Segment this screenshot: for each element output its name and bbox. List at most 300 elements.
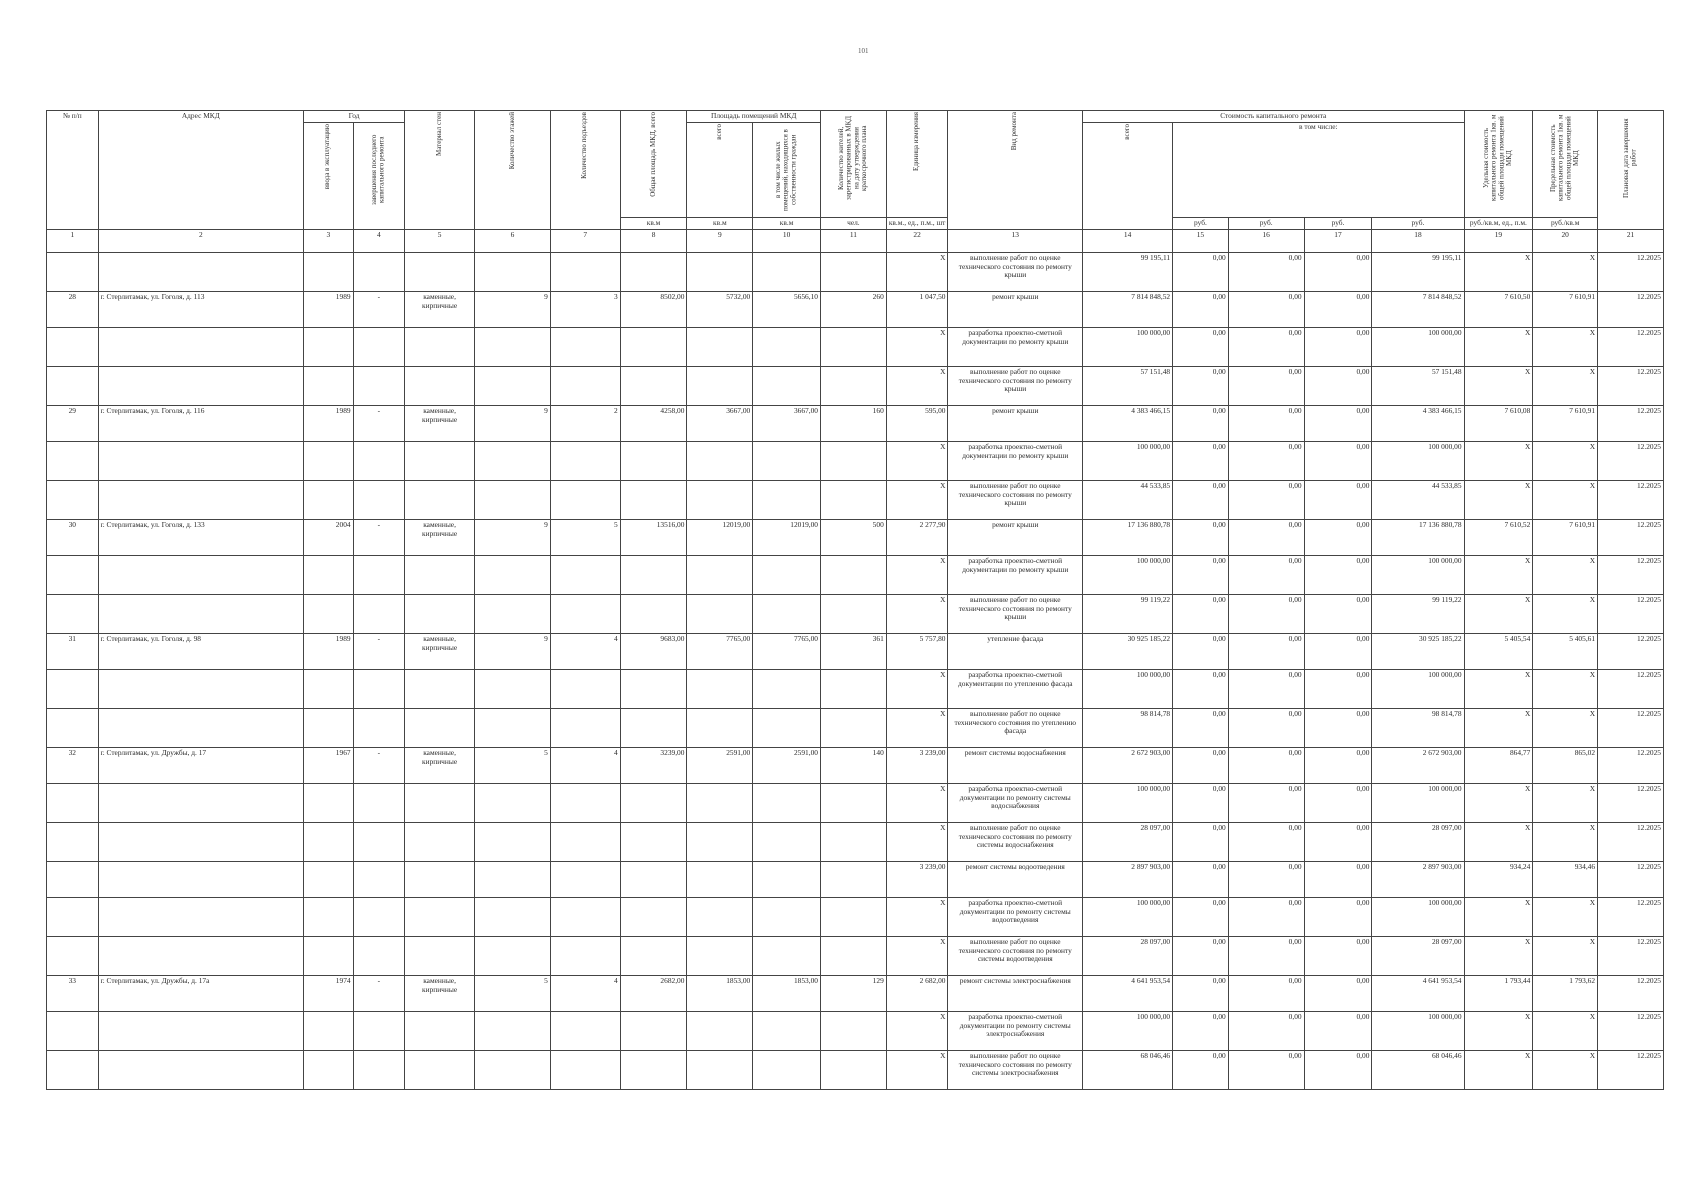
cell-cost: 17 136 880,78 <box>1083 520 1173 556</box>
cell-no <box>47 823 99 862</box>
cell-pp: 5656,10 <box>753 292 821 328</box>
cell-area <box>620 595 687 634</box>
cell-cost: 4 383 466,15 <box>1083 406 1173 442</box>
cell-rep: 0,00 <box>1228 595 1304 634</box>
cell-own: 100 000,00 <box>1372 670 1464 709</box>
cell-own: 4 641 953,54 <box>1372 976 1464 1012</box>
cell-dl: 12.2025 <box>1598 634 1664 670</box>
cell-fund: 0,00 <box>1173 862 1229 898</box>
cell-area: 4258,00 <box>620 406 687 442</box>
cell-res <box>821 367 887 406</box>
cell-dl: 12.2025 <box>1598 784 1664 823</box>
cell-res <box>821 328 887 367</box>
cell-unit: 595,00 <box>886 406 948 442</box>
header-year-built: ввода в эксплуатацию <box>304 123 354 230</box>
cell-work: разработка проектно-сметной документации по утеплению фасада <box>948 670 1083 709</box>
cell-unit: X <box>886 937 948 976</box>
table-row <box>47 1051 1664 1090</box>
cell-yb <box>304 595 354 634</box>
cell-cost: 28 097,00 <box>1083 937 1173 976</box>
cell-yb <box>304 862 354 898</box>
cell-yb <box>304 253 354 292</box>
cell-yr <box>353 556 405 595</box>
unit-premises-private: кв.м <box>753 218 821 230</box>
cell-own: 2 897 903,00 <box>1372 862 1464 898</box>
cell-rep: 0,00 <box>1228 253 1304 292</box>
cell-loc: 0,00 <box>1304 520 1372 556</box>
table-row <box>47 976 1664 1012</box>
cell-rep: 0,00 <box>1228 634 1304 670</box>
cell-yb: 1989 <box>304 634 354 670</box>
cell-fund: 0,00 <box>1173 253 1229 292</box>
cell-uc: X <box>1464 670 1533 709</box>
column-number: 6 <box>474 230 550 253</box>
cell-loc: 0,00 <box>1304 481 1372 520</box>
cell-rep: 0,00 <box>1228 862 1304 898</box>
cell-pt: 5732,00 <box>687 292 753 328</box>
cell-en <box>550 328 620 367</box>
table-row <box>47 709 1664 748</box>
cell-res: 129 <box>821 976 887 1012</box>
cell-pp <box>753 595 821 634</box>
cell-cost: 2 897 903,00 <box>1083 862 1173 898</box>
cell-loc: 0,00 <box>1304 442 1372 481</box>
cell-no <box>47 937 99 976</box>
table-row <box>47 253 1664 292</box>
cell-addr: г. Стерлитамак, ул. Гоголя, д. 98 <box>98 634 303 670</box>
cell-en <box>550 367 620 406</box>
header-unit: Единица измерения <box>886 111 948 218</box>
cell-loc: 0,00 <box>1304 328 1372 367</box>
header-premises-private: в том числе жилых помещений, находящихся в собственности граждан <box>753 123 821 218</box>
column-number: 10 <box>753 230 821 253</box>
cell-yr: - <box>353 520 405 556</box>
cell-pt <box>687 367 753 406</box>
cell-res: 140 <box>821 748 887 784</box>
cell-res <box>821 1051 887 1090</box>
cell-mc: X <box>1533 670 1598 709</box>
cell-unit: X <box>886 442 948 481</box>
cell-dl: 12.2025 <box>1598 748 1664 784</box>
cell-loc: 0,00 <box>1304 253 1372 292</box>
cell-dl: 12.2025 <box>1598 328 1664 367</box>
cell-mc: X <box>1533 823 1598 862</box>
cell-fund: 0,00 <box>1173 898 1229 937</box>
cell-mc: X <box>1533 709 1598 748</box>
column-number: 18 <box>1372 230 1464 253</box>
unit-premises-total: кв.м <box>687 218 753 230</box>
cell-en <box>550 862 620 898</box>
cell-yr <box>353 784 405 823</box>
cell-dl: 12.2025 <box>1598 1012 1664 1051</box>
unit-unit-cost: руб./кв.м, ед., п.м. <box>1464 218 1533 230</box>
column-number: 21 <box>1598 230 1664 253</box>
cell-work: разработка проектно-сметной документации по ремонту системы электроснабжения <box>948 1012 1083 1051</box>
cell-uc: X <box>1464 823 1533 862</box>
cell-loc: 0,00 <box>1304 634 1372 670</box>
cell-addr <box>98 1012 303 1051</box>
cell-fund: 0,00 <box>1173 784 1229 823</box>
cell-en: 4 <box>550 976 620 1012</box>
cell-fl <box>474 862 550 898</box>
cell-uc: X <box>1464 481 1533 520</box>
cell-pp <box>753 823 821 862</box>
cell-no <box>47 442 99 481</box>
cell-area <box>620 670 687 709</box>
cell-area <box>620 556 687 595</box>
column-number: 2 <box>98 230 303 253</box>
cell-cost: 4 641 953,54 <box>1083 976 1173 1012</box>
table-row <box>47 328 1664 367</box>
cell-area: 2682,00 <box>620 976 687 1012</box>
unit-republic: руб. <box>1228 218 1304 230</box>
cell-work: ремонт системы водоотведения <box>948 862 1083 898</box>
cell-uc: 864,77 <box>1464 748 1533 784</box>
cell-yb <box>304 481 354 520</box>
cell-wall <box>405 481 475 520</box>
cell-fund: 0,00 <box>1173 520 1229 556</box>
cell-uc: X <box>1464 898 1533 937</box>
cell-unit: X <box>886 595 948 634</box>
cell-cost: 100 000,00 <box>1083 1012 1173 1051</box>
cell-fl: 9 <box>474 292 550 328</box>
cell-work: ремонт системы электроснабжения <box>948 976 1083 1012</box>
table-row <box>47 748 1664 784</box>
cell-addr <box>98 784 303 823</box>
cell-unit: X <box>886 784 948 823</box>
page-number: 101 <box>858 47 869 55</box>
cell-uc: 934,24 <box>1464 862 1533 898</box>
cell-yb <box>304 328 354 367</box>
cell-fund: 0,00 <box>1173 748 1229 784</box>
cell-fund: 0,00 <box>1173 1051 1229 1090</box>
column-number: 14 <box>1083 230 1173 253</box>
cell-no <box>47 784 99 823</box>
cell-yb <box>304 823 354 862</box>
cell-res <box>821 1012 887 1051</box>
cell-res <box>821 595 887 634</box>
cell-yr <box>353 898 405 937</box>
cell-pt: 2591,00 <box>687 748 753 784</box>
column-number: 15 <box>1173 230 1229 253</box>
cell-wall <box>405 823 475 862</box>
cell-uc: X <box>1464 784 1533 823</box>
cell-dl: 12.2025 <box>1598 481 1664 520</box>
cell-fl <box>474 481 550 520</box>
cell-pp <box>753 709 821 748</box>
cell-cost: 44 533,85 <box>1083 481 1173 520</box>
cell-pt: 3667,00 <box>687 406 753 442</box>
cell-fl: 5 <box>474 748 550 784</box>
cell-wall <box>405 670 475 709</box>
cell-loc: 0,00 <box>1304 670 1372 709</box>
cell-yb <box>304 1012 354 1051</box>
cell-res <box>821 937 887 976</box>
cell-dl: 12.2025 <box>1598 367 1664 406</box>
cell-own: 99 119,22 <box>1372 595 1464 634</box>
cell-unit: X <box>886 898 948 937</box>
cell-no <box>47 328 99 367</box>
cell-dl: 12.2025 <box>1598 406 1664 442</box>
cell-en: 3 <box>550 292 620 328</box>
table-row <box>47 292 1664 328</box>
cell-fl: 5 <box>474 976 550 1012</box>
cell-loc: 0,00 <box>1304 1051 1372 1090</box>
cell-mc: 865,02 <box>1533 748 1598 784</box>
cell-fund: 0,00 <box>1173 709 1229 748</box>
unit-max-cost: руб./кв.м <box>1533 218 1598 230</box>
cell-yb <box>304 367 354 406</box>
cell-addr <box>98 1051 303 1090</box>
cell-rep: 0,00 <box>1228 556 1304 595</box>
cell-mc: 7 610,91 <box>1533 406 1598 442</box>
cell-area <box>620 1051 687 1090</box>
cell-addr <box>98 898 303 937</box>
cell-pt <box>687 556 753 595</box>
cell-fund: 0,00 <box>1173 406 1229 442</box>
header-premises-group: Площадь помещений МКД <box>687 111 821 123</box>
cell-uc: X <box>1464 328 1533 367</box>
cell-area: 13516,00 <box>620 520 687 556</box>
cell-yb <box>304 898 354 937</box>
cell-uc: X <box>1464 709 1533 748</box>
cell-cost: 100 000,00 <box>1083 556 1173 595</box>
cell-dl: 12.2025 <box>1598 595 1664 634</box>
cell-own: 28 097,00 <box>1372 823 1464 862</box>
cell-fl <box>474 595 550 634</box>
table-row <box>47 442 1664 481</box>
cell-mc: X <box>1533 1012 1598 1051</box>
cell-res <box>821 481 887 520</box>
cell-dl: 12.2025 <box>1598 709 1664 748</box>
cell-mc: X <box>1533 367 1598 406</box>
cell-cost: 7 814 848,52 <box>1083 292 1173 328</box>
cell-rep: 0,00 <box>1228 292 1304 328</box>
cell-own: 100 000,00 <box>1372 328 1464 367</box>
cell-dl: 12.2025 <box>1598 442 1664 481</box>
cell-yr <box>353 1012 405 1051</box>
cell-pt <box>687 1051 753 1090</box>
cell-loc: 0,00 <box>1304 976 1372 1012</box>
cell-res: 500 <box>821 520 887 556</box>
column-number: 16 <box>1228 230 1304 253</box>
cell-yr <box>353 670 405 709</box>
cell-yr <box>353 253 405 292</box>
cell-pp <box>753 442 821 481</box>
cell-mc: 7 610,91 <box>1533 292 1598 328</box>
cell-yr: - <box>353 292 405 328</box>
cell-unit: 3 239,00 <box>886 862 948 898</box>
cell-mc: 5 405,61 <box>1533 634 1598 670</box>
unit-unit: кв.м., ед., п.м., шт <box>886 218 948 230</box>
cell-unit: 2 682,00 <box>886 976 948 1012</box>
cell-unit: X <box>886 670 948 709</box>
cell-dl: 12.2025 <box>1598 292 1664 328</box>
cell-dl: 12.2025 <box>1598 937 1664 976</box>
cell-own: 100 000,00 <box>1372 898 1464 937</box>
cell-yb <box>304 709 354 748</box>
cell-wall: каменные, кирпичные <box>405 634 475 670</box>
unit-total-area: кв.м <box>620 218 687 230</box>
cell-uc: 7 610,08 <box>1464 406 1533 442</box>
cell-pt <box>687 784 753 823</box>
cell-yb <box>304 442 354 481</box>
cell-unit: 5 757,80 <box>886 634 948 670</box>
cell-uc: X <box>1464 367 1533 406</box>
header-year-group: Год <box>304 111 405 123</box>
cell-own: 100 000,00 <box>1372 1012 1464 1051</box>
cell-fl <box>474 1051 550 1090</box>
cell-pt <box>687 709 753 748</box>
column-number: 7 <box>550 230 620 253</box>
table-row <box>47 556 1664 595</box>
cell-no <box>47 670 99 709</box>
cell-pp: 12019,00 <box>753 520 821 556</box>
cell-uc: 5 405,54 <box>1464 634 1533 670</box>
cell-wall: каменные, кирпичные <box>405 406 475 442</box>
cell-yb: 1974 <box>304 976 354 1012</box>
cell-own: 17 136 880,78 <box>1372 520 1464 556</box>
cell-dl: 12.2025 <box>1598 1051 1664 1090</box>
header-cost-group: Стоимость капитального ремонта <box>1083 111 1464 123</box>
cell-area <box>620 709 687 748</box>
cell-own: 44 533,85 <box>1372 481 1464 520</box>
cell-rep: 0,00 <box>1228 328 1304 367</box>
cell-dl: 12.2025 <box>1598 823 1664 862</box>
cell-loc: 0,00 <box>1304 595 1372 634</box>
column-number: 8 <box>620 230 687 253</box>
cell-uc: X <box>1464 1051 1533 1090</box>
cell-addr <box>98 253 303 292</box>
cell-pt <box>687 1012 753 1051</box>
cell-yr: - <box>353 634 405 670</box>
cell-dl: 12.2025 <box>1598 898 1664 937</box>
cell-dl: 12.2025 <box>1598 862 1664 898</box>
cell-addr: г. Стерлитамак, ул. Гоголя, д. 116 <box>98 406 303 442</box>
cell-fl <box>474 709 550 748</box>
cell-en <box>550 937 620 976</box>
cell-en <box>550 481 620 520</box>
cell-addr: г. Стерлитамак, ул. Дружбы, д. 17 <box>98 748 303 784</box>
cell-fund: 0,00 <box>1173 292 1229 328</box>
cell-area <box>620 784 687 823</box>
cell-pp <box>753 1012 821 1051</box>
cell-own: 7 814 848,52 <box>1372 292 1464 328</box>
header-no: № п/п <box>47 111 99 230</box>
cell-pt <box>687 862 753 898</box>
cell-uc: 7 610,50 <box>1464 292 1533 328</box>
cell-pt: 12019,00 <box>687 520 753 556</box>
cell-en <box>550 442 620 481</box>
cell-pp <box>753 670 821 709</box>
table-row <box>47 1012 1664 1051</box>
column-number: 5 <box>405 230 475 253</box>
cell-res <box>821 556 887 595</box>
cell-dl: 12.2025 <box>1598 253 1664 292</box>
cell-area <box>620 442 687 481</box>
cell-rep: 0,00 <box>1228 748 1304 784</box>
cell-own: 2 672 903,00 <box>1372 748 1464 784</box>
cell-pp <box>753 367 821 406</box>
cell-yb <box>304 784 354 823</box>
cell-cost: 30 925 185,22 <box>1083 634 1173 670</box>
column-number: 4 <box>353 230 405 253</box>
cell-wall <box>405 556 475 595</box>
cell-wall <box>405 367 475 406</box>
column-number: 9 <box>687 230 753 253</box>
cell-loc: 0,00 <box>1304 784 1372 823</box>
cell-yb <box>304 1051 354 1090</box>
cell-dl: 12.2025 <box>1598 520 1664 556</box>
cell-wall <box>405 253 475 292</box>
cell-res <box>821 862 887 898</box>
cell-pp <box>753 253 821 292</box>
cell-addr: г. Стерлитамак, ул. Гоголя, д. 133 <box>98 520 303 556</box>
cell-pp <box>753 862 821 898</box>
cell-fund: 0,00 <box>1173 481 1229 520</box>
cell-no: 29 <box>47 406 99 442</box>
cell-area <box>620 823 687 862</box>
cell-mc: 7 610,91 <box>1533 520 1598 556</box>
cell-cost: 99 119,22 <box>1083 595 1173 634</box>
cell-fund: 0,00 <box>1173 976 1229 1012</box>
cell-res <box>821 442 887 481</box>
cell-en <box>550 670 620 709</box>
cell-en <box>550 253 620 292</box>
cell-work: выполнение работ по оценке технического состояния по утеплению фасада <box>948 709 1083 748</box>
table-row <box>47 670 1664 709</box>
unit-residents: чел. <box>821 218 887 230</box>
cell-work: разработка проектно-сметной документации по ремонту системы водоснабжения <box>948 784 1083 823</box>
cell-work: выполнение работ по оценке технического состояния по ремонту крыши <box>948 367 1083 406</box>
cell-no <box>47 1012 99 1051</box>
table-row <box>47 595 1664 634</box>
cell-rep: 0,00 <box>1228 784 1304 823</box>
cell-mc: X <box>1533 898 1598 937</box>
cell-work: ремонт системы водоснабжения <box>948 748 1083 784</box>
cell-no <box>47 862 99 898</box>
header-max-cost: Предельная стоимость капитального ремонта 1кв. м общей площади помещений МКД <box>1533 111 1598 218</box>
cell-loc: 0,00 <box>1304 823 1372 862</box>
cell-uc: X <box>1464 442 1533 481</box>
cell-unit: X <box>886 328 948 367</box>
cell-mc: X <box>1533 937 1598 976</box>
cell-rep: 0,00 <box>1228 406 1304 442</box>
cell-cost: 100 000,00 <box>1083 898 1173 937</box>
capital-repair-table <box>46 110 1664 1090</box>
cell-addr <box>98 556 303 595</box>
cell-loc: 0,00 <box>1304 556 1372 595</box>
cell-rep: 0,00 <box>1228 670 1304 709</box>
cell-own: 30 925 185,22 <box>1372 634 1464 670</box>
table-row <box>47 634 1664 670</box>
table-row <box>47 862 1664 898</box>
cell-pp <box>753 328 821 367</box>
cell-pp <box>753 1051 821 1090</box>
cell-no <box>47 556 99 595</box>
cell-yb: 1989 <box>304 406 354 442</box>
cell-unit: X <box>886 253 948 292</box>
cell-pt <box>687 481 753 520</box>
cell-res <box>821 784 887 823</box>
cell-no: 31 <box>47 634 99 670</box>
cell-addr: г. Стерлитамак, ул. Дружбы, д. 17а <box>98 976 303 1012</box>
cell-yb: 1989 <box>304 292 354 328</box>
cell-unit: X <box>886 1051 948 1090</box>
cell-pt <box>687 898 753 937</box>
cell-no: 30 <box>47 520 99 556</box>
cell-pp: 1853,00 <box>753 976 821 1012</box>
